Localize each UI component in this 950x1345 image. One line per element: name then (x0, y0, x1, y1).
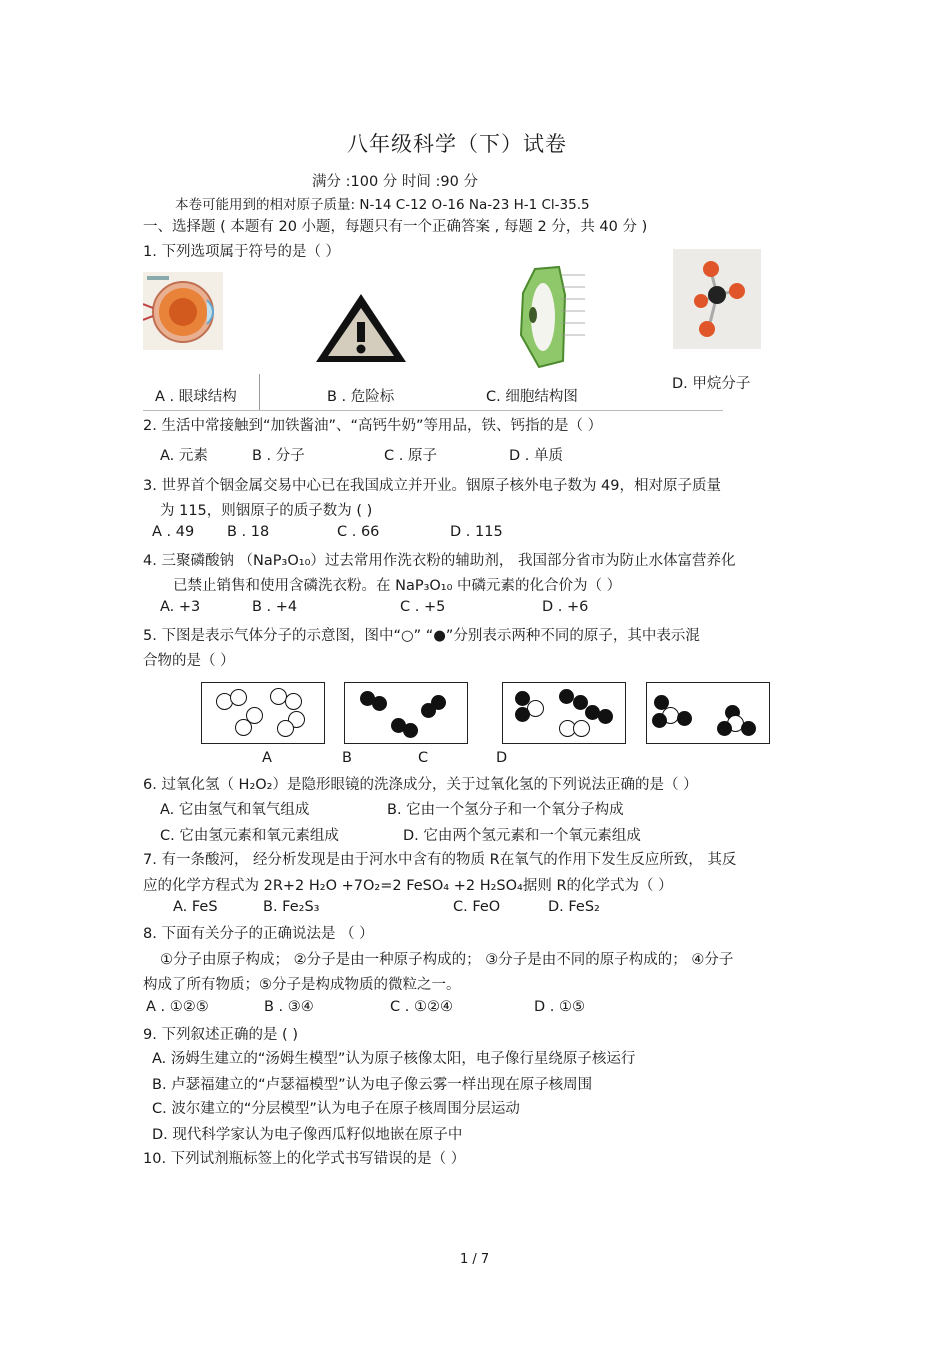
molecule-box-c (502, 682, 626, 744)
q6-option-b: B. 它由一个氢分子和一个氧分子构成 (387, 802, 624, 818)
q7-option-a: A. FeS (173, 899, 218, 915)
q6-option-c: C. 它由氢元素和氧元素组成 (160, 828, 339, 844)
page-number: 1 / 7 (460, 1252, 490, 1267)
q10-stem: 10. 下列试剂瓶标签上的化学式书写错误的是（ ） (143, 1151, 466, 1167)
q3-option-b: B . 18 (227, 524, 270, 540)
q9-option-b: B. 卢瑟福建立的“卢瑟福模型”认为电子像云雾一样出现在原子核周围 (152, 1077, 593, 1093)
q4-option-b: B . +4 (252, 599, 298, 615)
section-heading: 一、选择题 ( 本题有 20 小题，每题只有一个正确答案 , 每题 2 分，共 40 分 ) (143, 219, 648, 235)
q8-option-c: C . ①②④ (390, 999, 453, 1015)
q7-option-b: B. Fe₂S₃ (263, 899, 320, 915)
q9-option-a: A. 汤姆生建立的“汤姆生模型”认为原子核像太阳，电子像行星绕原子核运行 (152, 1051, 636, 1067)
q2-stem: 2. 生活中常接触到“加铁酱油”、“高钙牛奶”等用品，铁、钙指的是（ ） (143, 418, 603, 434)
q8-line2: 构成了所有物质；⑤分子是构成物质的微粒之一。 (143, 977, 461, 993)
score-time: 满分 :100 分 时间 :90 分 (312, 174, 478, 190)
cell-structure-image (515, 265, 587, 370)
q3-option-d: D . 115 (450, 524, 503, 540)
q6-option-a: A. 它由氢气和氧气组成 (160, 802, 310, 818)
q1-option-d: D. 甲烷分子 (672, 376, 751, 392)
molecule-box-d (646, 682, 770, 744)
q6-stem: 6. 过氧化氢（ H₂O₂）是隐形眼镜的洗涤成分，关于过氧化氢的下列说法正确的是（ ） (143, 777, 698, 793)
molecule-box-b (344, 682, 468, 744)
q4-line2: 已禁止销售和使用含磷洗衣粉。在 NaP₃O₁₀ 中磷元素的化合价为（ ） (173, 578, 622, 594)
q8-option-d: D . ①⑤ (534, 999, 585, 1015)
eyeball-image (143, 272, 223, 350)
molecule-box-a (201, 682, 325, 744)
q9-option-c: C. 波尔建立的“分层模型”认为电子在原子核周围分层运动 (152, 1101, 520, 1117)
q8-stem: 8. 下面有关分子的正确说法是 （ ） (143, 926, 374, 942)
q5-label-c: C (418, 750, 429, 766)
q7-option-c: C. FeO (453, 899, 501, 915)
q4-option-a: A. +3 (160, 599, 201, 615)
atomic-masses: 本卷可能用到的相对原子质量: N-14 C-12 O-16 Na-23 H-1 Cl-35.5 (175, 197, 590, 213)
q7-line2: 应的化学方程式为 2R+2 H₂O +7O₂=2 FeSO₄ +2 H₂SO₄据则 R的化学式为（ ） (143, 878, 673, 894)
q1-option-a: A . 眼球结构 (155, 389, 237, 405)
q5-line2: 合物的是（ ） (143, 653, 235, 669)
q3-option-a: A . 49 (152, 524, 195, 540)
q9-option-d: D. 现代科学家认为电子像西瓜籽似地嵌在原子中 (152, 1127, 463, 1143)
q1-option-c: C. 细胞结构图 (486, 389, 578, 405)
q4-option-c: C . +5 (400, 599, 446, 615)
q3-line1: 3. 世界首个铟金属交易中心已在我国成立并开业。铟原子核外电子数为 49，相对原子质量 (143, 478, 721, 494)
q8-option-b: B . ③④ (264, 999, 314, 1015)
q5-label-a: A (262, 750, 272, 766)
q1-stem: 1. 下列选项属于符号的是（ ） (143, 244, 341, 260)
q5-label-d: D (496, 750, 508, 766)
q8-option-a: A . ①②⑤ (146, 999, 209, 1015)
q9-stem: 9. 下列叙述正确的是 ( ) (143, 1027, 298, 1043)
q1-option-b: B . 危险标 (327, 389, 395, 405)
q2-option-b: B . 分子 (252, 448, 305, 464)
q5-line1: 5. 下图是表示气体分子的示意图，图中“○” “●”分别表示两种不同的原子，其中表示混 (143, 628, 700, 644)
methane-molecule-image (673, 249, 761, 349)
q7-option-d: D. FeS₂ (548, 899, 600, 915)
q8-line1: ①分子由原子构成； ②分子是由一种原子构成的； ③分子是由不同的原子构成的； ④分子 (160, 952, 734, 968)
q7-line1: 7. 有一条酸河， 经分析发现是由于河水中含有的物质 R在氧气的作用下发生反应所致， 其反 (143, 852, 737, 868)
q2-option-a: A. 元素 (160, 448, 208, 464)
q3-option-c: C . 66 (337, 524, 380, 540)
warning-sign-icon (314, 292, 408, 364)
q4-option-d: D . +6 (542, 599, 589, 615)
q4-line1: 4. 三聚磷酸钠 （NaP₃O₁₀）过去常用作洗衣粉的辅助剂， 我国部分省市为防止水体富营养化 (143, 553, 736, 569)
q3-line2: 为 115，则铟原子的质子数为 ( ) (160, 503, 373, 519)
q2-option-d: D . 单质 (509, 448, 563, 464)
q5-label-b: B (342, 750, 352, 766)
q2-option-c: C . 原子 (384, 448, 437, 464)
page-title: 八年级科学（下）试卷 (347, 132, 567, 156)
divider-line (143, 410, 723, 411)
q6-option-d: D. 它由两个氢元素和一个氧元素组成 (403, 828, 641, 844)
